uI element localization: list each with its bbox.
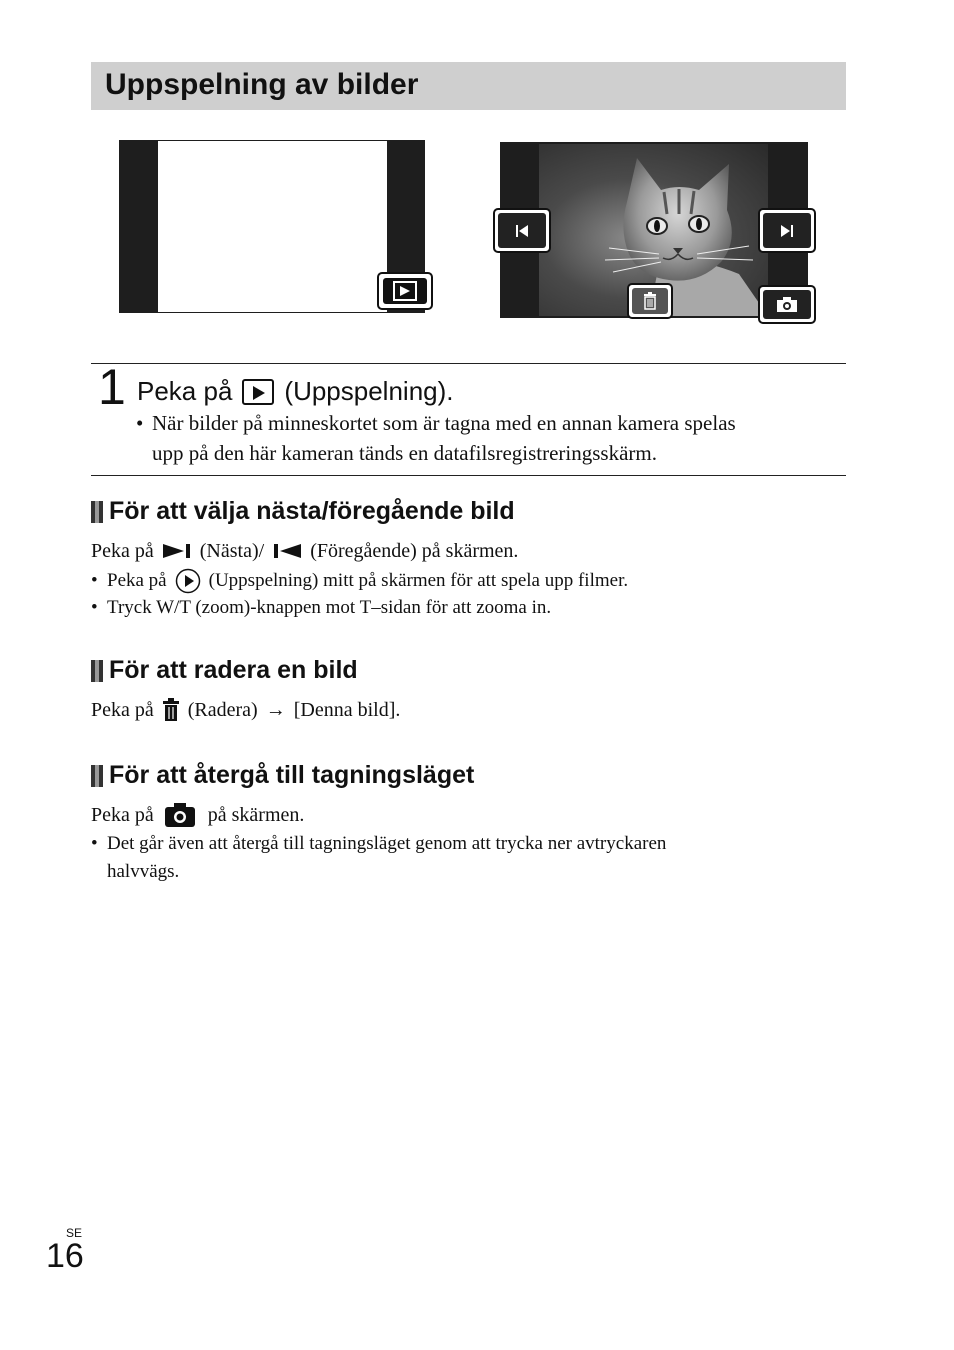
previous-icon — [272, 543, 302, 559]
rule-bottom — [91, 475, 846, 476]
step-heading — [137, 376, 454, 407]
movie-playback-tip: • Peka på (Uppspelning) mitt på skärmen för att spela upp filmer. — [91, 567, 628, 595]
step-heading-post: (Uppspelning). — [284, 376, 454, 406]
section-marker-icon — [91, 765, 103, 787]
trash-icon — [643, 292, 657, 310]
return-instruction: Peka på på skärmen. — [91, 804, 305, 826]
section-marker-icon — [91, 660, 103, 682]
page-number: 16 — [46, 1237, 84, 1275]
trash-icon — [162, 698, 180, 722]
page-title: Uppspelning av bilder — [105, 68, 419, 101]
shooting-mode-button[interactable] — [758, 285, 816, 324]
zoom-tip: • Tryck W/T (zoom)-knappen mot T–sidan för att zooma in. — [91, 597, 552, 618]
camera-icon — [164, 802, 196, 828]
playback-button[interactable] — [377, 272, 433, 310]
next-icon — [779, 224, 795, 238]
arrow-icon: → — [265, 699, 286, 721]
playback-icon — [391, 278, 419, 304]
next-icon — [162, 543, 192, 559]
rule-top — [91, 363, 846, 364]
section-heading-delete: För att radera en bild — [91, 656, 358, 685]
blank-display — [158, 141, 387, 312]
playback-icon — [242, 379, 274, 405]
section-heading-return: För att återgå till tagningsläget — [91, 761, 474, 790]
camera-icon — [776, 297, 798, 313]
section-heading-next-prev: För att välja nästa/föregående bild — [91, 497, 515, 526]
next-prev-instruction: Peka på (Nästa)/ (Föregående) på skärmen. — [91, 540, 519, 562]
step-number: 1 — [98, 359, 126, 415]
previous-icon — [514, 224, 530, 238]
title-bar — [91, 62, 846, 110]
next-button[interactable] — [758, 208, 816, 253]
delete-instruction: Peka på (Radera) → [Denna bild]. — [91, 696, 400, 724]
step-heading-pre: Peka på — [137, 376, 233, 406]
delete-button[interactable] — [627, 283, 673, 319]
previous-button[interactable] — [493, 208, 551, 253]
movie-play-icon — [175, 568, 201, 594]
section-marker-icon — [91, 501, 103, 523]
camera-screen-blank — [119, 140, 425, 313]
language-code: SE — [66, 1226, 83, 1240]
